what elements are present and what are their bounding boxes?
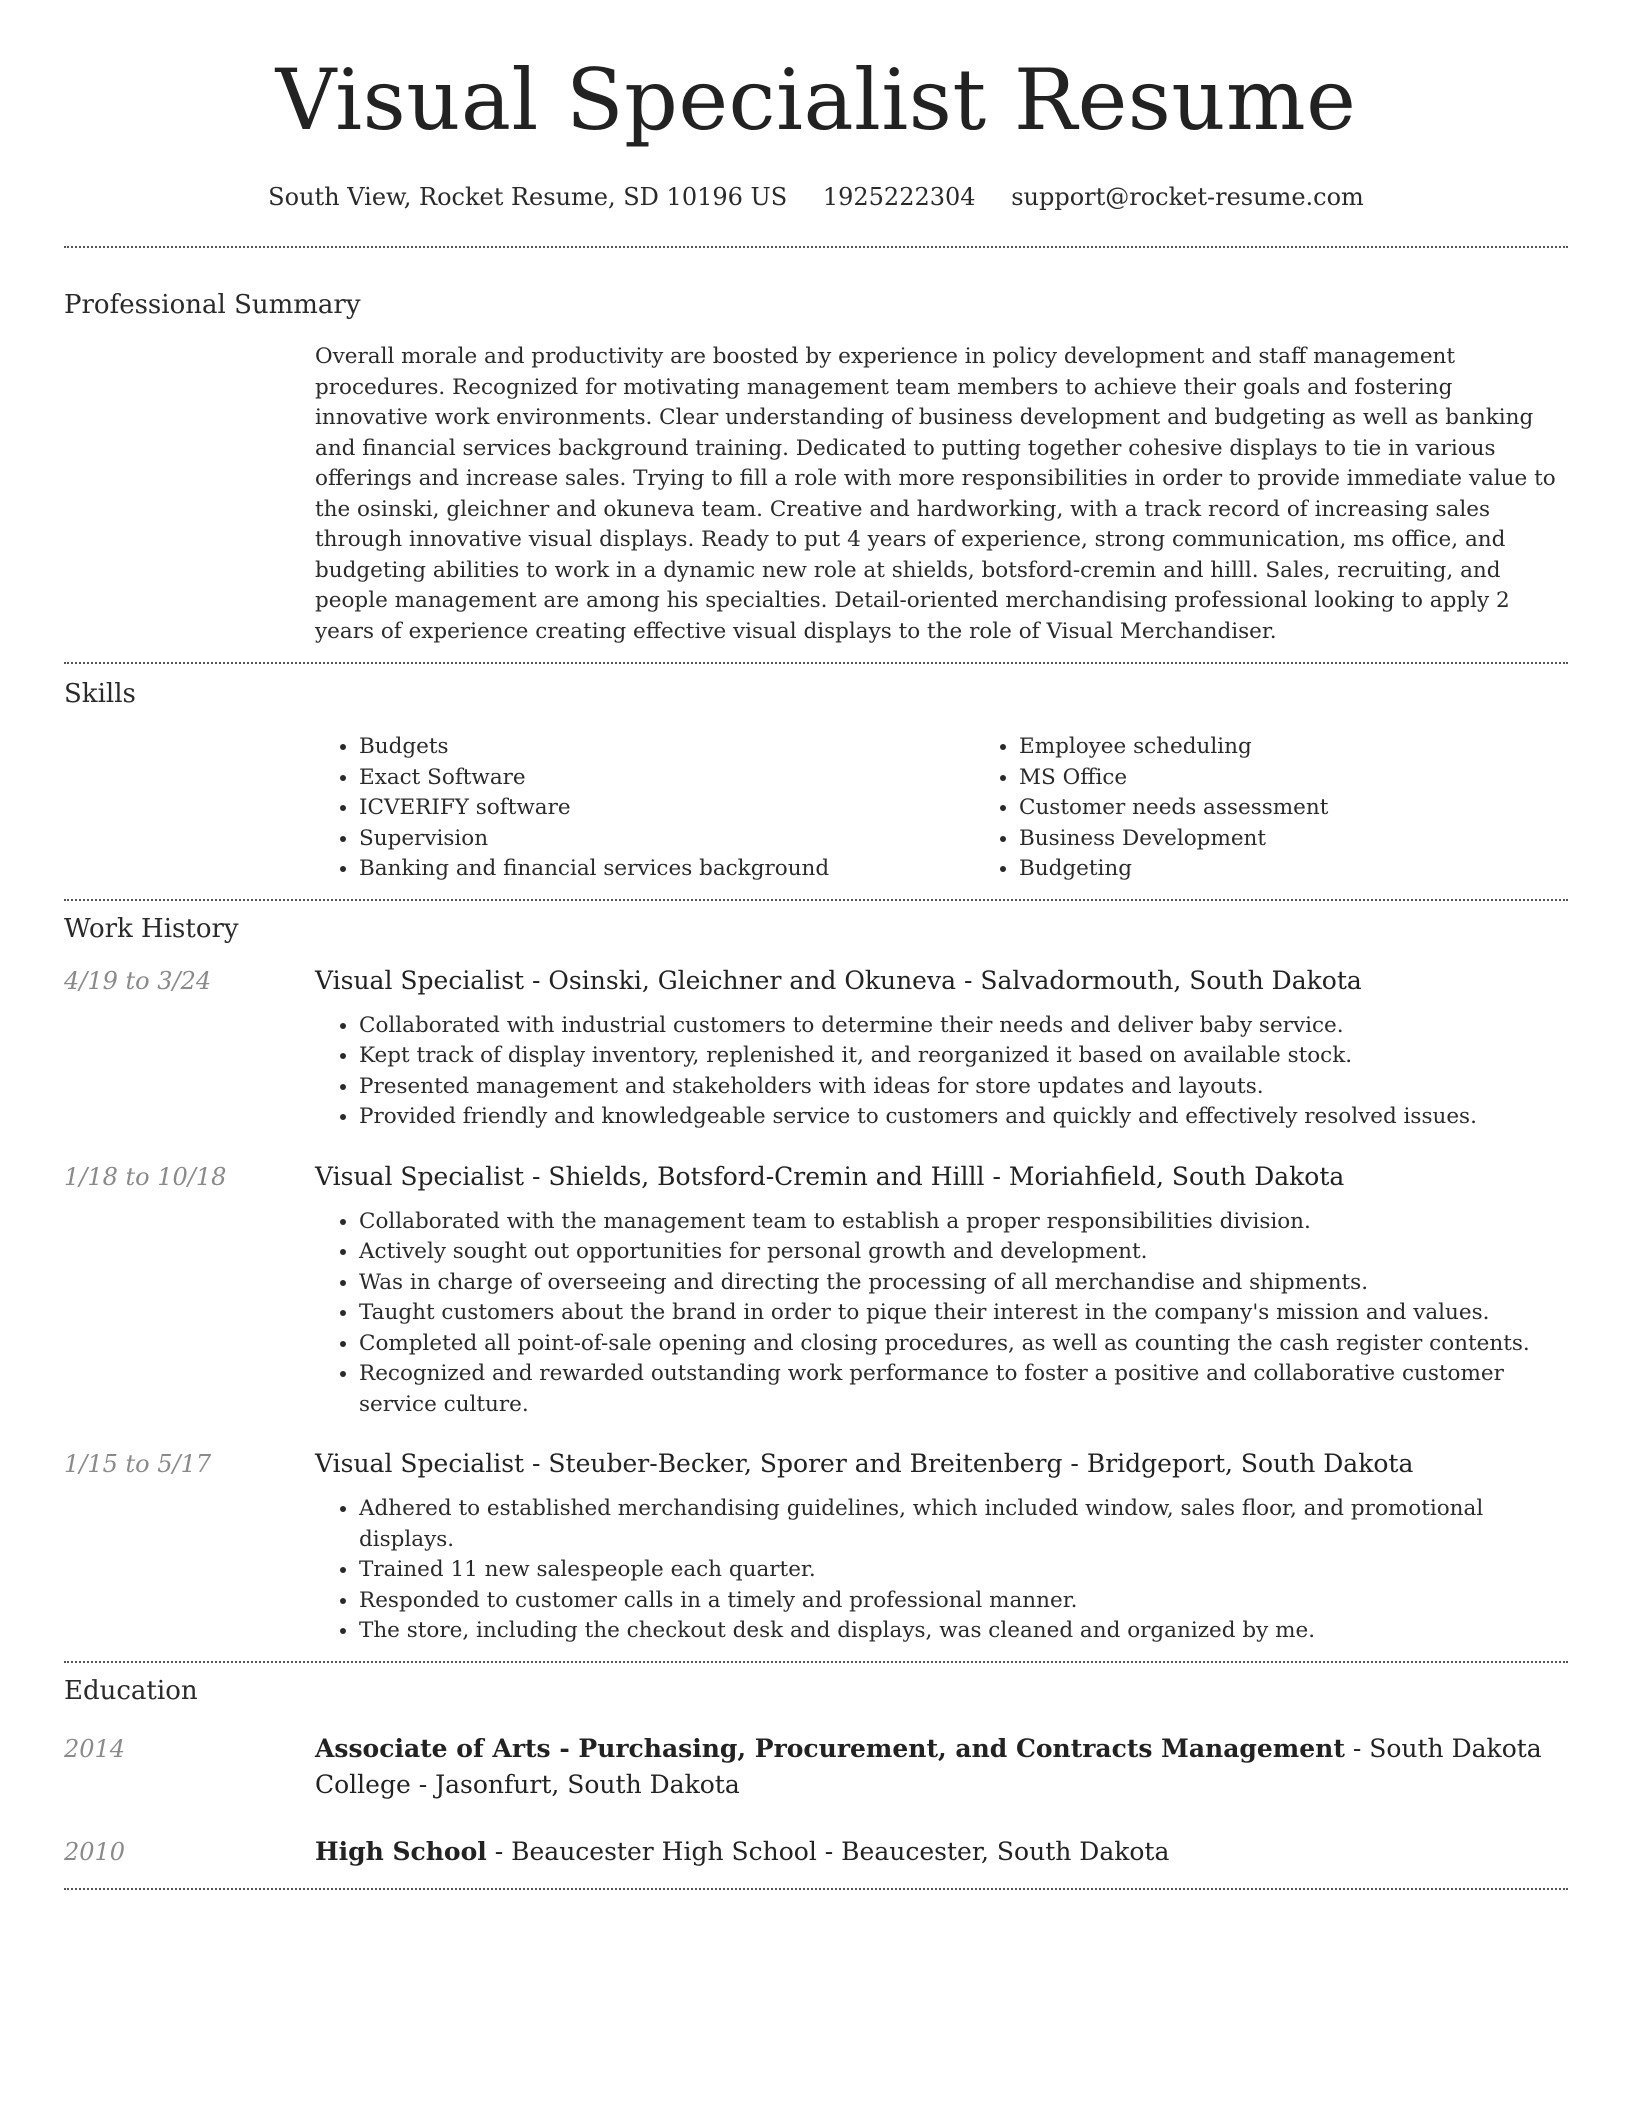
education-year: 2014 <box>64 1734 126 1763</box>
job-dates: 1/15 to 5/17 <box>64 1450 212 1478</box>
job-entry <box>64 1446 1568 1647</box>
list-item: • Exact Software <box>359 763 975 794</box>
list-item: • Business Development <box>1019 824 1568 855</box>
list-item: • Completed all point-of-sale opening and closing procedures, as well as counting the cash register contents. <box>359 1329 1568 1360</box>
summary-text: Overall morale and productivity are boosted by experience in policy development and staff management procedures. Recognized for motivating management team members to achieve their goals and fostering innovative work environments. Clear understanding of business development and budgeting as well as banking and financial services background training. Dedicated to putting together cohesive displays to tie in various offerings and increase sales. Trying to fill a role with more responsibilities in order to provide immediate value to the osinski, gleichner and okuneva team. Creative and hardworking, with a track record of increasing sales through innovative visual displays. Ready to put 4 years of experience, strong communication, ms office, and budgeting abilities to work in a dynamic new role at shields, botsford-cremin and hilll. Sales, recruiting, and people management are among his specialties. Detail-oriented merchandising professional looking to apply 2 years of experience creating effective visual displays to the role of Visual Merchandiser. <box>315 344 1556 644</box>
divider <box>64 1888 1568 1890</box>
list-item: • Adhered to established merchandising guidelines, which included window, sales floor, and promotional displays. <box>359 1494 1568 1555</box>
list-item: • The store, including the checkout desk and displays, was cleaned and organized by me. <box>359 1616 1568 1647</box>
job-title: Visual Specialist - Steuber-Becker, Sporer and Breitenberg - Bridgeport, South Dakota <box>315 1449 1414 1478</box>
list-item: • Banking and financial services background <box>359 854 975 885</box>
job-dates: 1/18 to 10/18 <box>64 1162 227 1191</box>
list-item: • Budgets <box>359 732 975 763</box>
list-item: • Kept track of display inventory, replenished it, and reorganized it based on available stock. <box>359 1041 1568 1072</box>
skills-heading: Skills <box>64 679 136 709</box>
list-item: • Budgeting <box>1019 854 1568 885</box>
contact-phone: 1925222304 <box>822 183 976 211</box>
list-item: • Actively sought out opportunities for personal growth and development. <box>359 1237 1568 1268</box>
work-section <box>64 901 1568 1647</box>
job-title: Visual Specialist - Osinski, Gleichner and Okuneva - Salvadormouth, South Dakota <box>315 965 1362 995</box>
education-section <box>64 1663 1568 1870</box>
education-entry <box>64 1834 1568 1870</box>
education-school: - Beaucester High School - Beaucester, South Dakota <box>486 1836 1170 1866</box>
list-item: • Trained 11 new salespeople each quarter. <box>359 1555 1568 1586</box>
job-bullets <box>315 1207 1568 1421</box>
education-degree: Associate of Arts - Purchasing, Procurement, and Contracts Management <box>315 1733 1345 1763</box>
job-dates: 4/19 to 3/24 <box>64 966 212 995</box>
contact-email: support@rocket-resume.com <box>1011 183 1364 211</box>
list-item: • Supervision <box>359 824 975 855</box>
job-entry <box>64 963 1568 1133</box>
education-degree: High School <box>315 1836 487 1866</box>
education-detail <box>315 1834 1568 1870</box>
list-item: • Taught customers about the brand in order to pique their interest in the company's mission and values. <box>359 1298 1568 1329</box>
skills-grid <box>315 732 1568 885</box>
summary-heading: Professional Summary <box>64 290 361 320</box>
list-item: • Responded to customer calls in a timely and professional manner. <box>359 1586 1568 1617</box>
work-heading: Work History <box>64 913 239 944</box>
contact-line <box>64 182 1568 212</box>
list-item: • Collaborated with industrial customers to determine their needs and deliver baby service. <box>359 1011 1568 1042</box>
education-school: - South Dakota College - Jasonfurt, South Dakota <box>315 1733 1542 1799</box>
list-item: • Recognized and rewarded outstanding work performance to foster a positive and collaborative customer service culture. <box>359 1359 1568 1420</box>
education-entry <box>64 1731 1568 1803</box>
job-title: Visual Specialist - Shields, Botsford-Cremin and Hilll - Moriahfield, South Dakota <box>315 1161 1345 1191</box>
education-year: 2010 <box>64 1837 126 1866</box>
job-bullets <box>315 1494 1568 1647</box>
skills-list-left <box>315 732 975 885</box>
list-item: • Customer needs assessment <box>1019 793 1568 824</box>
summary-section <box>64 248 1568 647</box>
skills-section <box>64 664 1568 885</box>
list-item: • Presented management and stakeholders with ideas for store updates and layouts. <box>359 1072 1568 1103</box>
job-bullets <box>315 1011 1568 1133</box>
list-item: • ICVERIFY software <box>359 793 975 824</box>
job-entry <box>64 1159 1568 1421</box>
contact-address: South View, Rocket Resume, SD 10196 US <box>268 183 788 211</box>
list-item: • MS Office <box>1019 763 1568 794</box>
education-heading: Education <box>64 1675 198 1706</box>
education-detail <box>315 1731 1568 1803</box>
list-item: • Provided friendly and knowledgeable service to customers and quickly and effectively resolved issues. <box>359 1102 1568 1133</box>
page-title: Visual Specialist Resume <box>275 51 1357 149</box>
list-item: • Collaborated with the management team to establish a proper responsibilities division. <box>359 1207 1568 1238</box>
list-item: • Was in charge of overseeing and directing the processing of all merchandise and shipments. <box>359 1268 1568 1299</box>
skills-list-right <box>975 732 1568 885</box>
list-item: • Employee scheduling <box>1019 732 1568 763</box>
